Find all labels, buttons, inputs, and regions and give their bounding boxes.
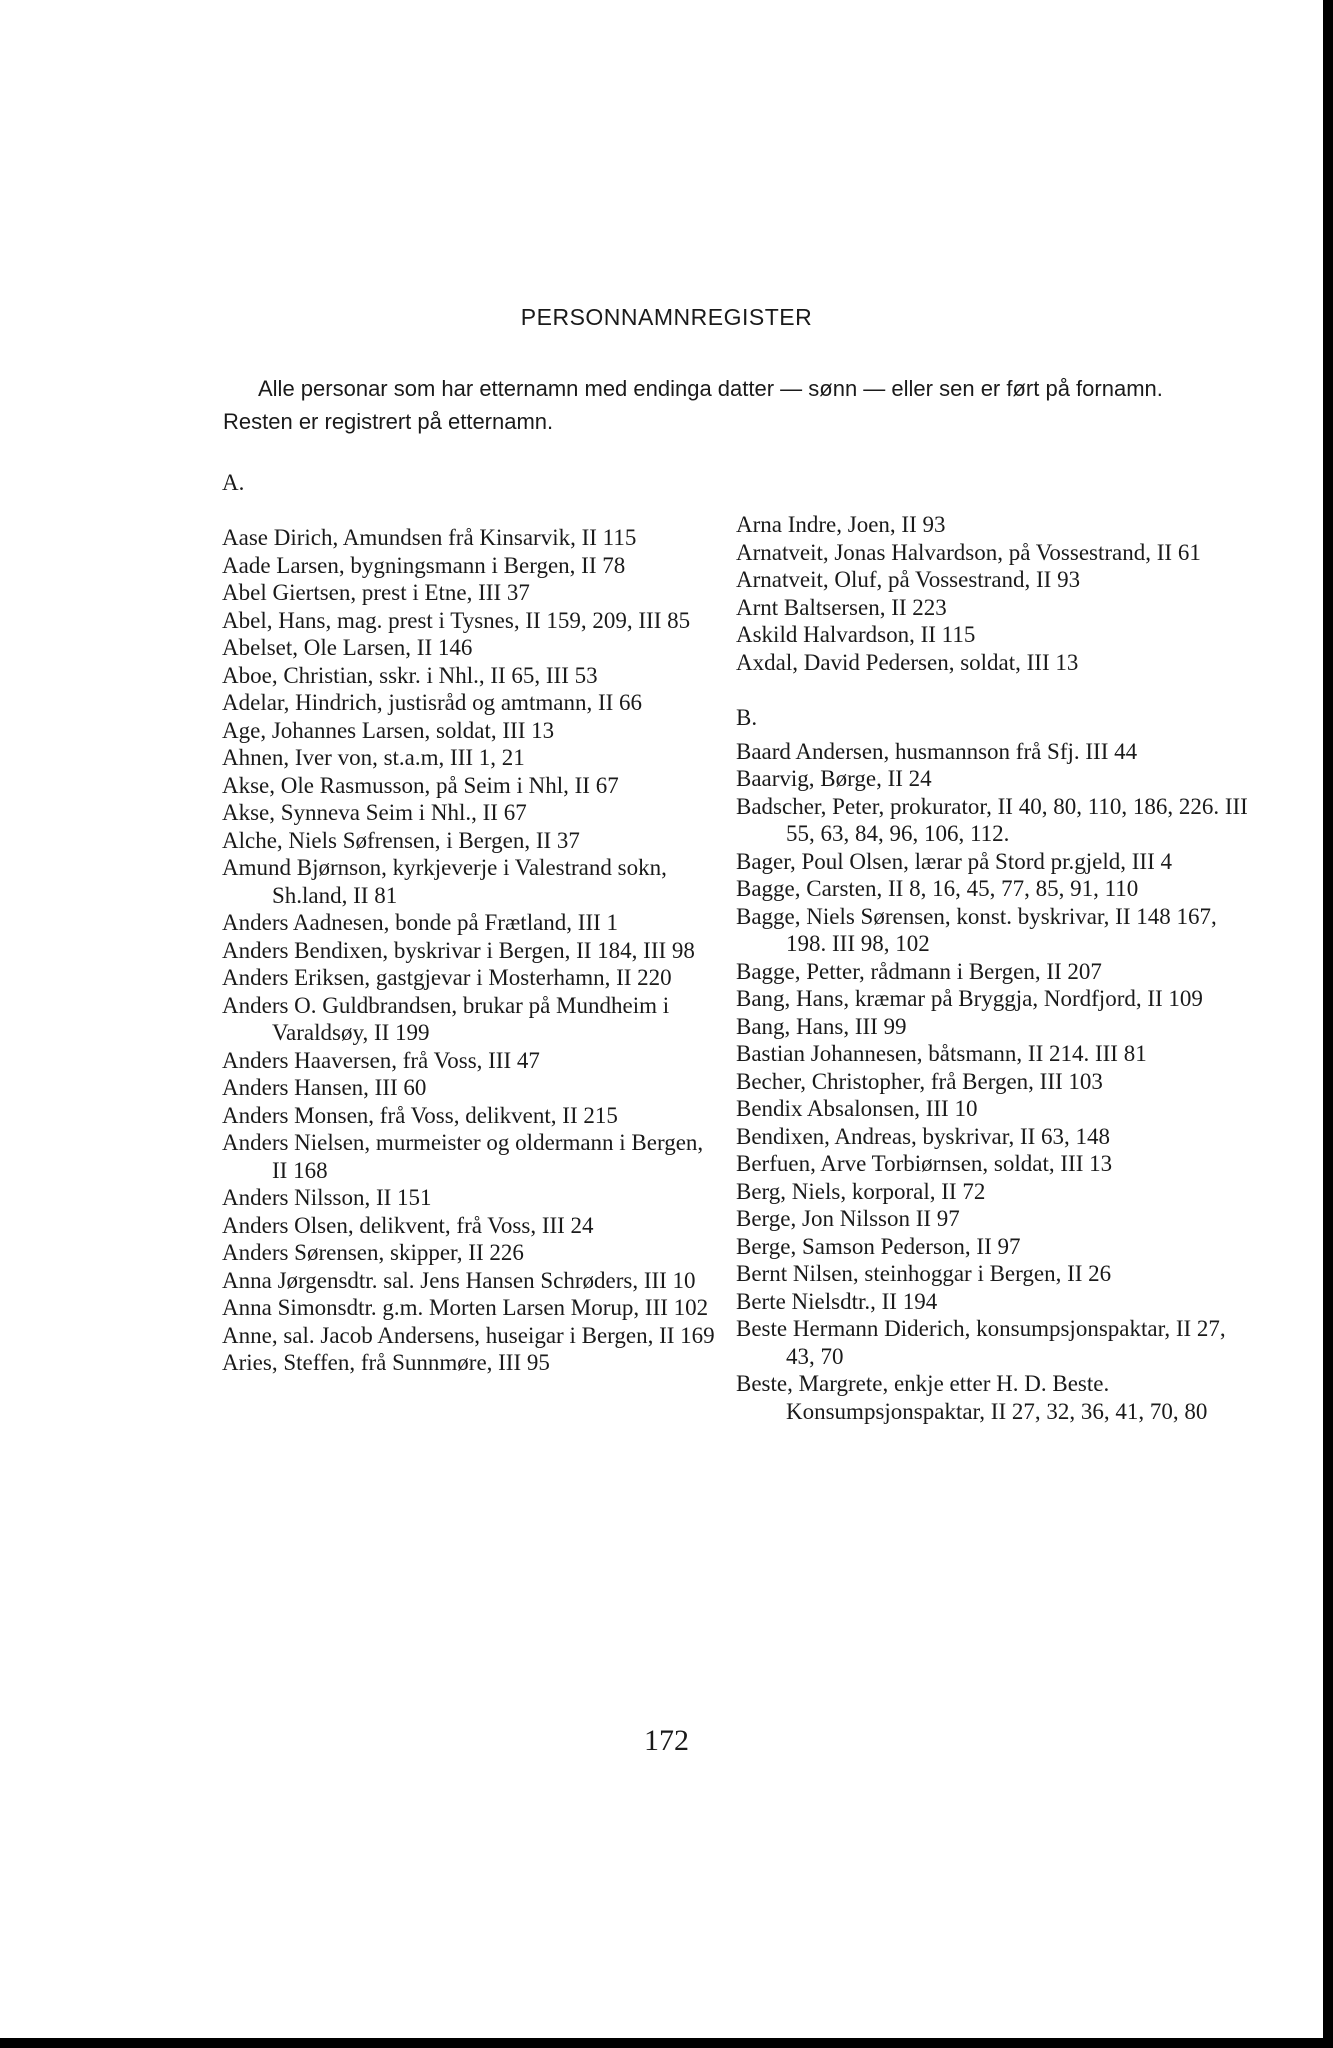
index-entry: Anders Nielsen, murmeister og oldermann i Bergen, II 168 [222, 1130, 704, 1183]
index-entry: Askild Halvardson, II 115 [736, 622, 976, 647]
index-entry: Arnt Baltsersen, II 223 [736, 594, 947, 620]
index-entry: Bang, Hans, kræmar på Bryggja, Nordfjord, II 109 [736, 986, 1203, 1011]
index-entry: Berg, Niels, korporal, II 72 [736, 1178, 986, 1204]
right-column [736, 511, 1256, 1425]
index-entry: Anders Eriksen, gastgjevar i Mosterhamn, II 220 [222, 965, 672, 990]
index-entry: Anders Monsen, frå Voss, delikvent, II 215 [222, 1102, 618, 1128]
index-entry: Bendix Absalonsen, III 10 [736, 1096, 978, 1121]
index-entry: Akse, Synneva Seim i Nhl., II 67 [222, 800, 527, 825]
index-entry: Baard Andersen, husmannson frå Sfj. III 44 [736, 738, 1138, 764]
index-entry: Axdal, David Pedersen, soldat, III 13 [736, 649, 1079, 675]
index-entry: Becher, Christopher, frå Bergen, III 103 [736, 1068, 1103, 1094]
index-entry: Aboe, Christian, sskr. i Nhl., II 65, III 53 [222, 662, 598, 688]
index-entry: Berte Nielsdtr., II 194 [736, 1288, 938, 1314]
index-entry: Berge, Samson Pederson, II 97 [736, 1233, 1021, 1259]
index-entry: Berfuen, Arve Torbiørnsen, soldat, III 13 [736, 1151, 1113, 1176]
index-entry: Aase Dirich, Amundsen frå Kinsarvik, II 115 [222, 525, 637, 550]
index-entry: Bager, Poul Olsen, lærar på Stord pr.gjeld, III 4 [736, 848, 1173, 874]
index-entry: Badscher, Peter, prokurator, II 40, 80, 110, 186, 226. III 55, 63, 84, 96, 106, 112. [736, 793, 1248, 846]
intro-text: Alle personar som har etternamn med endinga datter — sønn — eller sen er ført på fornamn. Resten er registrert på etternamn. [223, 376, 1163, 434]
index-entry: Bang, Hans, III 99 [736, 1013, 907, 1039]
index-entry: Anders Hansen, III 60 [222, 1075, 427, 1100]
index-entry: Abel, Hans, mag. prest i Tysnes, II 159, 209, III 85 [222, 607, 691, 633]
index-entry: Bastian Johannesen, båtsmann, II 214. III 81 [736, 1041, 1147, 1066]
scan-border-bottom [0, 2038, 1333, 2048]
index-entry: Anders Aadnesen, bonde på Frætland, III 1 [222, 910, 619, 935]
index-entry: Age, Johannes Larsen, soldat, III 13 [222, 717, 555, 743]
index-entry: Anne, sal. Jacob Andersens, huseigar i Bergen, II 169 [222, 1322, 715, 1348]
index-entry: Anders Bendixen, byskrivar i Bergen, II 184, III 98 [222, 937, 695, 963]
index-entry: Ahnen, Iver von, st.a.m, III 1, 21 [222, 745, 525, 770]
index-entry: Anders Sørensen, skipper, II 226 [222, 1240, 524, 1265]
index-entry: Arna Indre, Joen, II 93 [736, 512, 946, 537]
intro-paragraph [223, 372, 1213, 438]
section-gap [736, 676, 1256, 704]
index-entry: Abel Giertsen, prest i Etne, III 37 [222, 580, 530, 605]
index-entry: Akse, Ole Rasmusson, på Seim i Nhl, II 67 [222, 772, 619, 798]
index-entry: Arnatveit, Oluf, på Vossestrand, II 93 [736, 567, 1081, 592]
section-letter-b: B. [736, 704, 758, 730]
index-entry: Anders Haaversen, frå Voss, III 47 [222, 1047, 540, 1073]
index-entry: Adelar, Hindrich, justisråd og amtmann, II 66 [222, 690, 643, 715]
index-entry: Aries, Steffen, frå Sunnmøre, III 95 [222, 1350, 550, 1375]
index-entry: Anna Simonsdtr. g.m. Morten Larsen Morup, III 102 [222, 1295, 709, 1320]
index-entry: Bagge, Niels Sørensen, konst. byskrivar, II 148 167, 198. III 98, 102 [736, 903, 1217, 956]
index-entry: Amund Bjørnson, kyrkjeverje i Valestrand sokn, Sh.land, II 81 [222, 855, 667, 908]
index-entry: Anna Jørgensdtr. sal. Jens Hansen Schrøders, III 10 [222, 1267, 696, 1293]
index-entry: Beste Hermann Diderich, konsumpsjonspaktar, II 27, 43, 70 [736, 1316, 1226, 1369]
index-entry: Bagge, Carsten, II 8, 16, 45, 77, 85, 91, 110 [736, 876, 1139, 901]
index-entry: Bagge, Petter, rådmann i Bergen, II 207 [736, 958, 1102, 984]
index-entry: Arnatveit, Jonas Halvardson, på Vossestrand, II 61 [736, 539, 1201, 565]
index-entry: Beste, Margrete, enkje etter H. D. Beste. Konsumpsjonspaktar, II 27, 32, 36, 41, 70, 80 [736, 1371, 1208, 1424]
index-entry: Bendixen, Andreas, byskrivar, II 63, 148 [736, 1123, 1111, 1149]
section-letter-a: A. [222, 470, 245, 495]
index-entry: Berge, Jon Nilsson II 97 [736, 1206, 960, 1231]
scan-border-right [1323, 0, 1333, 2048]
index-entry: Alche, Niels Søfrensen, i Bergen, II 37 [222, 827, 580, 853]
index-entry: Anders Nilsson, II 151 [222, 1185, 432, 1210]
index-entry: Baarvig, Børge, II 24 [736, 766, 932, 791]
index-entry: Aade Larsen, bygningsmann i Bergen, II 78 [222, 552, 626, 578]
index-entry: Anders O. Guldbrandsen, brukar på Mundheim i Varaldsøy, II 199 [222, 992, 670, 1045]
index-entry: Anders Olsen, delikvent, frå Voss, III 24 [222, 1212, 594, 1238]
index-entry: Bernt Nilsen, steinhoggar i Bergen, II 26 [736, 1261, 1112, 1286]
page-title: PERSONNAMNREGISTER [520, 304, 813, 330]
index-entry: Abelset, Ole Larsen, II 146 [222, 635, 473, 660]
page-number: 172 [644, 1724, 689, 1757]
left-column [222, 469, 722, 1377]
